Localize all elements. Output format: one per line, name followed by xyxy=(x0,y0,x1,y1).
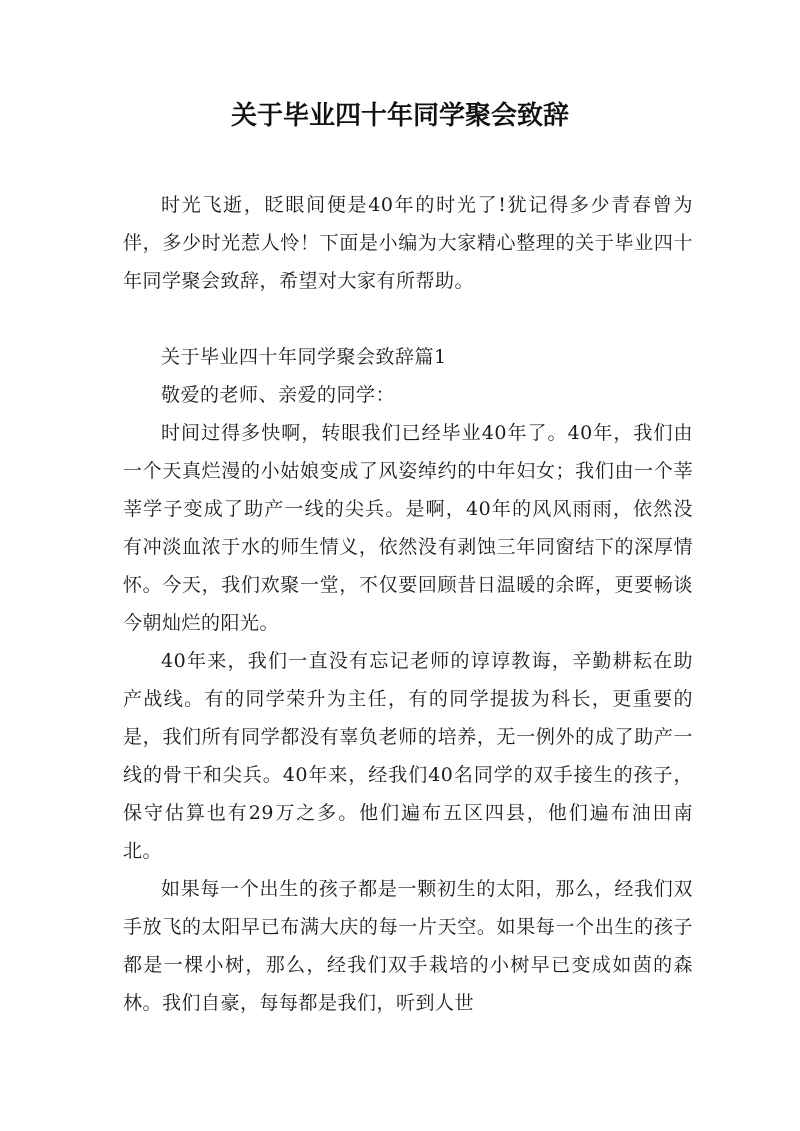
intro-paragraph: 时光飞逝，眨眼间便是40年的时光了!犹记得多少青春曾为伴，多少时光惹人怜！下面是小编为大家精心整理的关于毕业四十年同学聚会致辞，希望对大家有所帮助。 xyxy=(123,194,693,292)
main-block xyxy=(123,338,693,1022)
intro-block xyxy=(123,186,693,300)
body-paragraph: 时间过得多快啊，转眼我们已经毕业40年了。40年，我们由一个天真烂漫的小姑娘变成了风姿绰约的中年妇女；我们由一个莘莘学子变成了助产一线的尖兵。是啊，40年的风风雨雨，依然没有冲淡血浓于水的师生情义，依然没有剥蚀三年同窗结下的深厚情怀。今天，我们欢聚一堂，不仅要回顾昔日温暖的余晖，更要畅谈今朝灿烂的阳光。 xyxy=(123,422,693,634)
body-paragraph: 如果每一个出生的孩子都是一颗初生的太阳，那么，经我们双手放飞的太阳早已布满大庆的每一片天空。如果每一个出生的孩子都是一棵小树，那么，经我们双手栽培的小树早已变成如茵的森林。我们自豪，每每都是我们，听到人世 xyxy=(123,878,693,1014)
body-paragraph: 40年来，我们一直没有忘记老师的谆谆教诲，辛勤耕耘在助产战线。有的同学荣升为主任，有的同学提拔为科长，更重要的是，我们所有同学都没有辜负老师的培养，无一例外的成了助产一线的骨干和尖兵。40年来，经我们40名同学的双手接生的孩子，保守估算也有29万之多。他们遍布五区四县，他们遍布油田南北。 xyxy=(123,650,693,862)
document-title: 关于毕业四十年同学聚会致辞 xyxy=(230,101,569,131)
salutation: 敬爱的老师、亲爱的同学： xyxy=(161,384,396,406)
section-heading: 关于毕业四十年同学聚会致辞篇1 xyxy=(161,346,447,368)
